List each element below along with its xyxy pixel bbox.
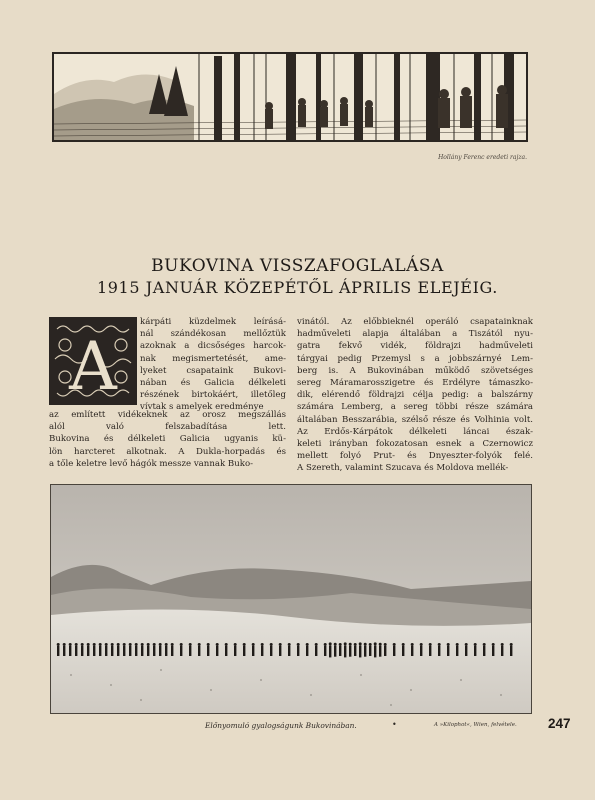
- text-line: sereg Máramarosszigetre és Erdélyre támaszko-: [297, 377, 533, 388]
- text-line: vívtak s amelyek eredménye: [140, 402, 264, 413]
- page-number: 247: [548, 716, 571, 731]
- text-line: lyeket csapataink Bukovi-: [140, 365, 286, 376]
- text-line: számára Lemberg, a sereg többi része számára: [297, 402, 533, 413]
- text-line: alól való felszabadítása lett.: [49, 422, 286, 433]
- left-column-bottom: [49, 409, 286, 470]
- text-line: keleti irányban fokozatosan esnek a Czernowicz: [297, 438, 533, 449]
- article-title: BUKOVINA VISSZAFOGLALÁSA: [151, 256, 444, 276]
- forest-march-illustration: [52, 52, 528, 142]
- right-column: [297, 316, 533, 474]
- text-line: részének birtokáért, illetőleg: [140, 390, 286, 401]
- infantry-advance-photo: [50, 484, 532, 714]
- text-line: vinától. Az előbbieknél operáló csapatainknak: [297, 317, 533, 327]
- illustration-credit: Hollány Ferenc eredeti rajza.: [438, 154, 527, 161]
- text-line: tárgyai pedig Przemysl s a jobbszárnyé Lem-: [297, 353, 533, 364]
- text-line: általában Besszarábia, szélső része és Volhinia volt.: [297, 414, 533, 425]
- text-line: nál szándékosan mellőztük: [140, 329, 286, 340]
- text-line: Bukovina és délkeleti Galicia ugyanis kü-: [49, 434, 286, 445]
- photo-credit: A »Kilophot«, Wien, felvétele.: [434, 722, 517, 728]
- text-line: a tőle keletre levő hágók messze vannak Buko-: [49, 458, 254, 469]
- text-line: berg is. A Bukovinában működő szövetséges: [297, 365, 533, 376]
- text-line: lön harcteret alkotnak. A Dukla-horpadás és: [49, 446, 286, 457]
- caption-separator: •: [392, 720, 397, 729]
- text-line: azoknak a dicsőséges harcok-: [140, 341, 286, 352]
- text-line: A Szereth, valamint Szucava és Moldova mellék-: [297, 463, 509, 474]
- text-line: nak megismertetését, ame-: [140, 353, 286, 364]
- text-line: dik, elérendő földrajzi célja pedig: a balszárny: [297, 390, 533, 401]
- text-line: az említett vidékeknek az orosz megszállás: [49, 410, 286, 420]
- ornamental-initial: [49, 317, 137, 405]
- text-line: Az Erdős-Kárpátok délkeleti láncai észak-: [297, 426, 533, 437]
- text-line: hadműveleti alapja általában a Tiszától nyu-: [297, 329, 533, 340]
- text-line: kárpáti küzdelmek leírásá-: [140, 317, 286, 327]
- left-column-top: [140, 316, 286, 414]
- text-line: gatra fekvő vidék, földrajzi hadműveleti: [297, 341, 533, 352]
- text-line: mellett folyó Prut- és Dnyeszter-folyók felé.: [297, 451, 533, 462]
- photo-caption: Előnyomuló gyalogságunk Bukovinában.: [205, 721, 357, 730]
- text-line: nában és Galicia délkeleti: [140, 377, 286, 388]
- article-subtitle: 1915 JANUÁR KÖZEPÉTŐL ÁPRILIS ELEJÉIG.: [96, 278, 498, 297]
- initial-letter: A: [69, 328, 117, 403]
